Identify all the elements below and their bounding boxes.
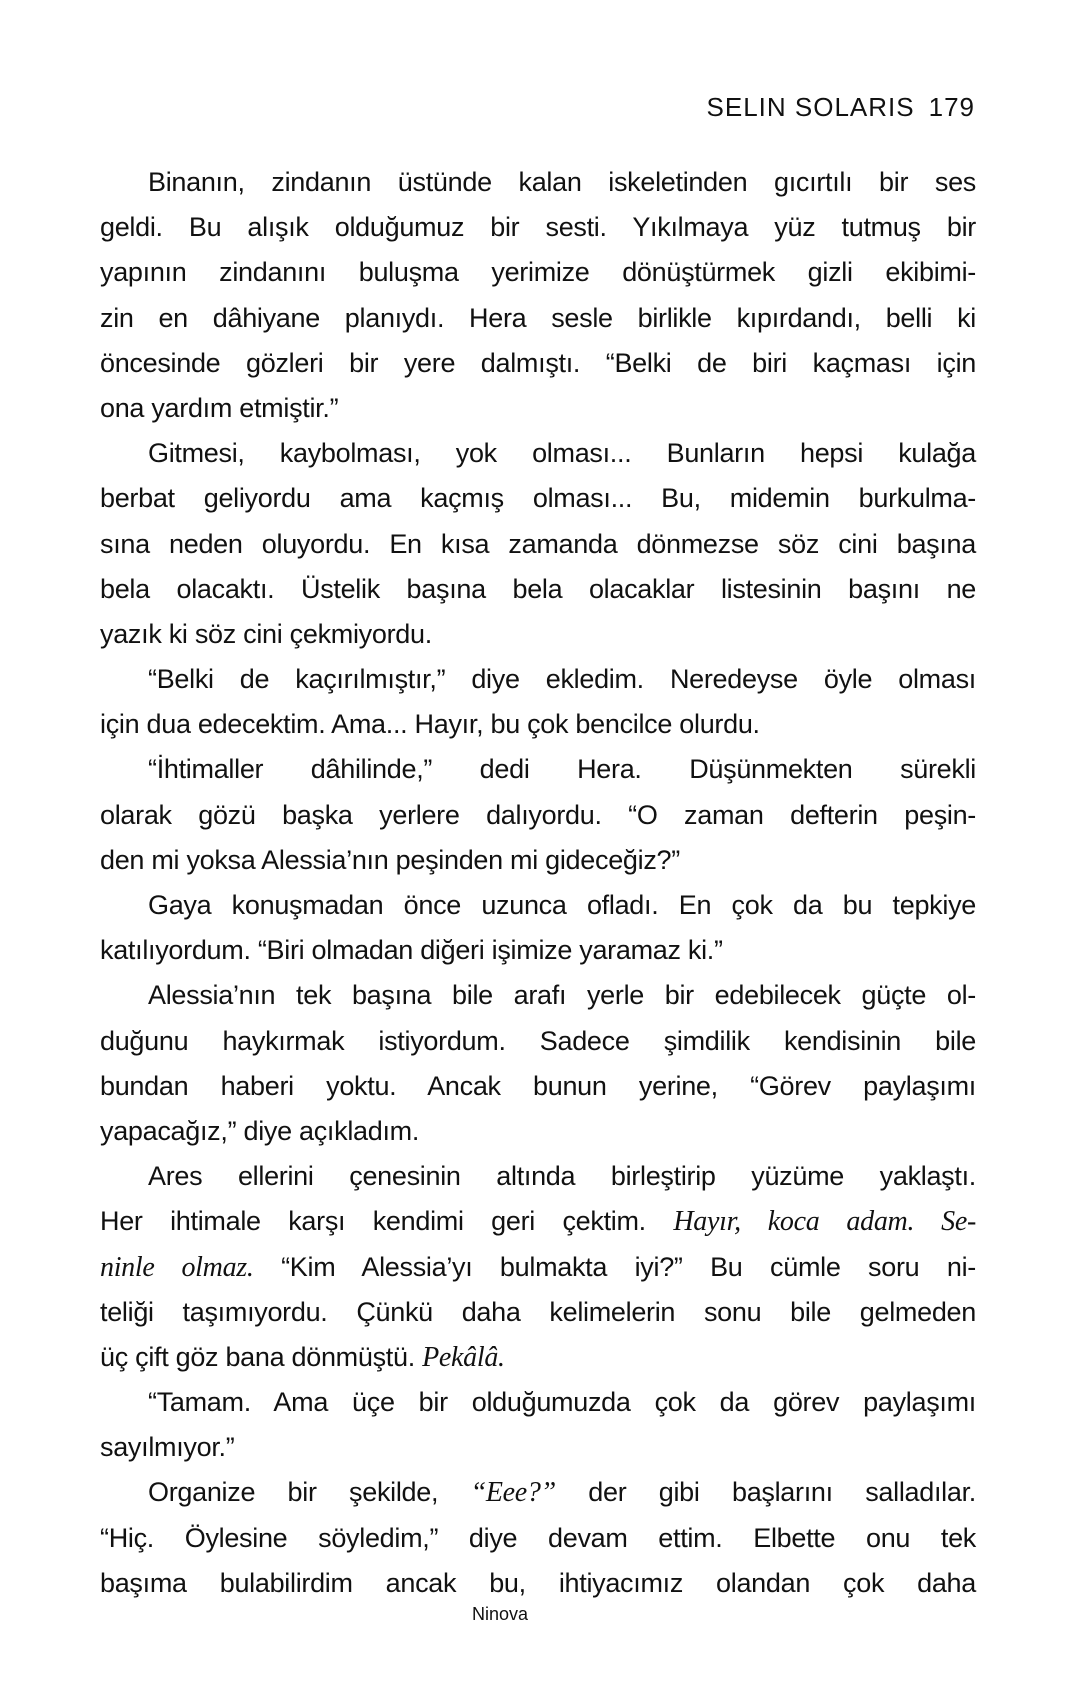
paragraph (100, 431, 976, 657)
text-line: “İhtimaller dâhilinde,” dedi Hera. Düşünmekten sürekli (148, 754, 976, 785)
paragraph (100, 657, 976, 747)
text-line: “Hiç. Öylesine söyledim,” diye devam ettim. Elbette onu tek (100, 1522, 976, 1553)
book-title: SELIN SOLARIS (706, 92, 915, 122)
text-segment: der gibi başlarını salladılar. (555, 1477, 976, 1508)
paragraph (100, 747, 976, 883)
paragraph (100, 973, 976, 1154)
text-line: yapacağız,” diye açıkladım. (100, 1115, 420, 1146)
text-line (100, 1335, 976, 1380)
publisher-footer: Ninova (471, 1604, 529, 1624)
page-number: 179 (928, 92, 975, 122)
text-line: ona yardım etmiştir.” (100, 392, 339, 423)
paragraph (100, 1470, 976, 1606)
paragraph (100, 1380, 976, 1470)
text-segment: “Kim Alessia’yı bulmakta iyi?” Bu cümle soru ni- (253, 1251, 976, 1282)
text-line: duğunu haykırmak istiyordum. Sadece şimdilik kendisinin bile (100, 1025, 976, 1056)
text-line: başıma bulabilirdim ancak bu, ihtiyacımız olandan çok daha (100, 1567, 976, 1598)
italic-text: Hayır, koca adam. Se- (673, 1206, 976, 1238)
text-line: olarak gözü başka yerlere dalıyordu. “O zaman defterin peşin- (100, 799, 976, 830)
italic-text: Pekâlâ. (422, 1341, 505, 1373)
text-line: bela olacaktı. Üstelik başına bela olacaklar listesinin başını ne (100, 573, 976, 604)
text-line: öncesinde gözleri bir yere dalmıştı. “Belki de biri kaçması için (100, 347, 976, 378)
text-line: Alessia’nın tek başına bile arafı yerle bir edebilecek güçte ol- (148, 980, 976, 1011)
text-line: Gaya konuşmadan önce uzunca ofladı. En çok da bu tepkiye (148, 890, 976, 920)
running-header (707, 92, 975, 123)
text-line: “Belki de kaçırılmıştır,” diye ekledim. Neredeyse öyle olması (148, 664, 976, 695)
body-text (100, 160, 976, 1606)
text-line: geldi. Bu alışık olduğumuz bir sesti. Yıkılmaya yüz tutmuş bir (100, 212, 976, 243)
text-line: Ares ellerini çenesinin altında birleştirip yüzüme yaklaştı. (148, 1161, 976, 1192)
text-line (100, 1470, 976, 1515)
text-segment: Her ihtimale karşı kendimi geri çektim. (100, 1206, 674, 1237)
text-segment: üç çift göz bana dönmüştü. (100, 1341, 423, 1372)
text-line: bundan haberi yoktu. Ancak bunun yerine, “Görev paylaşımı (100, 1070, 976, 1101)
text-line: zin en dâhiyane planıydı. Hera sesle birlikle kıpırdandı, belli ki (100, 302, 976, 333)
text-line: den mi yoksa Alessia’nın peşinden mi gideceğiz?” (100, 844, 680, 875)
text-line: teliği taşımıyordu. Çünkü daha kelimelerin sonu bile gelmeden (100, 1296, 976, 1327)
text-line: katılıyordum. “Biri olmadan diğeri işimize yaramaz ki.” (100, 935, 723, 966)
text-line: sına neden oluyordu. En kısa zamanda dönmezse söz cini başına (100, 528, 976, 559)
italic-text: ninle olmaz. (100, 1251, 254, 1283)
text-line: yapının zindanını buluşma yerimize dönüştürmek gizli ekibimi- (100, 257, 976, 288)
text-line: Gitmesi, kaybolması, yok olması... Bunların hepsi kulağa (148, 438, 976, 469)
text-line (100, 1245, 976, 1290)
text-line: sayılmıyor.” (100, 1432, 235, 1463)
text-line: berbat geliyordu ama kaçmış olması... Bu, midemin burkulma- (100, 483, 976, 514)
paragraph (100, 883, 976, 973)
text-line: “Tamam. Ama üçe bir olduğumuzda çok da görev paylaşımı (148, 1387, 976, 1418)
text-line: yazık ki söz cini çekmiyordu. (100, 618, 432, 649)
italic-text: “Eee?” (470, 1477, 556, 1509)
text-segment: Organize bir şekilde, (148, 1477, 471, 1508)
text-line (100, 1199, 976, 1244)
paragraph (100, 160, 976, 431)
text-line: Binanın, zindanın üstünde kalan iskeletinden gıcırtılı bir ses (148, 167, 976, 197)
paragraph (100, 1154, 976, 1380)
text-line: için dua edecektim. Ama... Hayır, bu çok bencilce olurdu. (100, 709, 760, 740)
